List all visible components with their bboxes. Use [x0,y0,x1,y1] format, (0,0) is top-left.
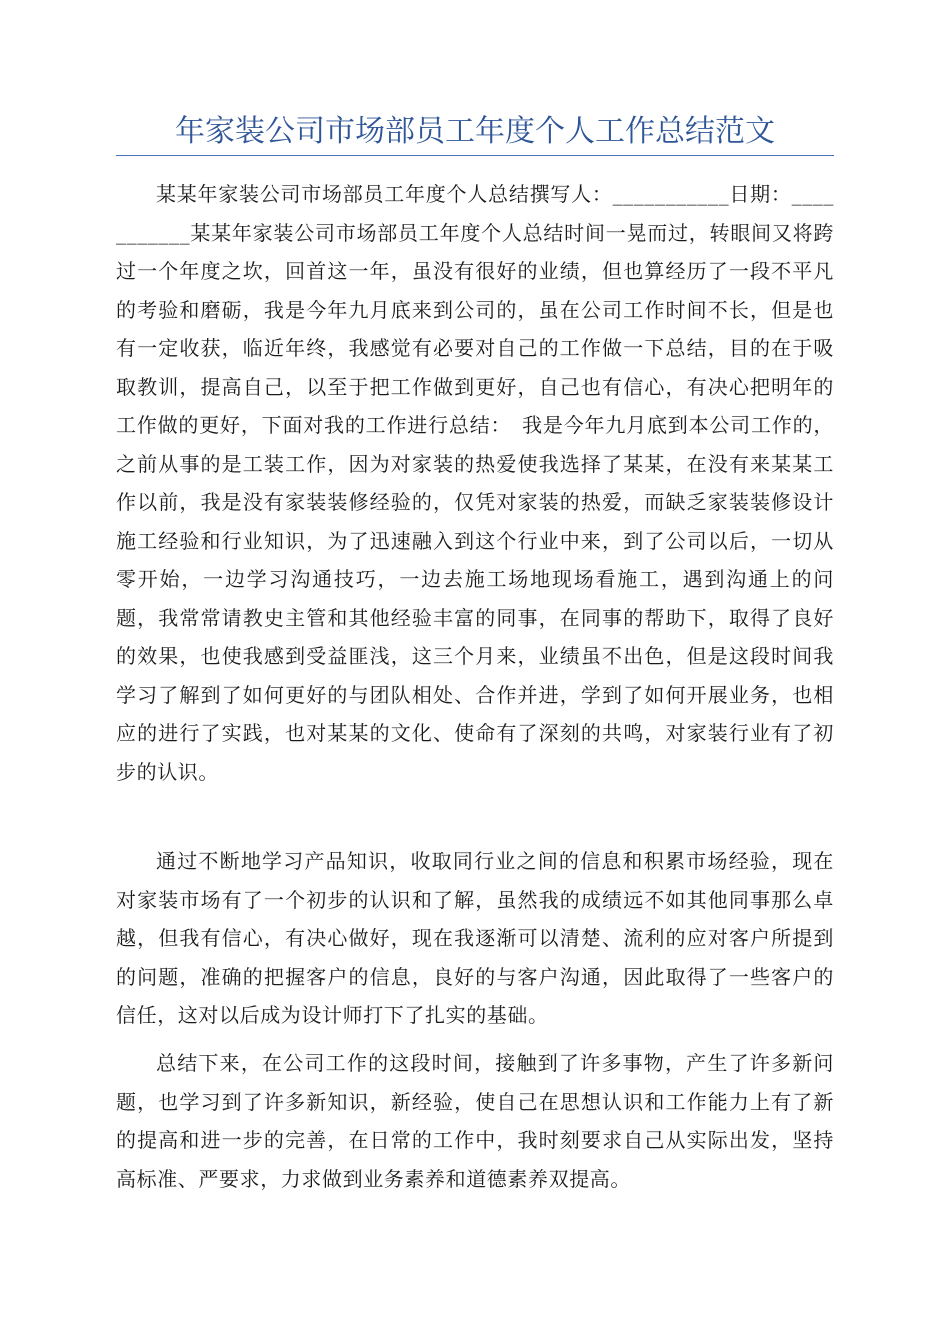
document-title: 年家装公司市场部员工年度个人工作总结范文 [175,114,775,149]
paragraph-3: 总结下来，在公司工作的这段时间，接触到了许多事物，产生了许多新问题，也学习到了许多新知识，新经验，使自己在思想认识和工作能力上有了新的提高和进一步的完善，在日常的工作中，我时刻要求自己从实际出发，坚持高标准、严要求，力求做到业务素养和道德素养双提高。 [116,1051,834,1191]
title-underline [116,155,834,156]
paragraph-1: 某某年家装公司市场部员工年度个人总结撰写人：___________日期：___________某某年家装公司市场部员工年度个人总结时间一晃而过，转眼间又将跨过一个年度之坎，回首这一年，虽没有很好的业绩，但也算经历了一段不平凡的考验和磨砺，我是今年九月底来到公司的，虽在公司工作时间不长，但是也有一定收获，临近年终，我感觉有必要对自己的工作做一下总结，目的在于吸取教训，提高自己，以至于把工作做到更好，自己也有信心，有决心把明年的工作做的更好，下面对我的工作进行总结： 我是今年九月底到本公司工作的，之前从事的是工装工作，因为对家装的热爱使我选择了某某，在没有来某某工作以前，我是没有家装装修经验的，仅凭对家装的热爱，而缺乏家装装修设计施工经验和行业知识，为了迅速融入到这个行业中来，到了公司以后，一切从零开始，一边学习沟通技巧，一边去施工场地现场看施工，遇到沟通上的问题，我常常请教史主管和其他经验丰富的同事，在同事的帮助下，取得了良好的效果，也使我感到受益匪浅，这三个月来，业绩虽不出色，但是这段时间我学习了解到了如何更好的与团队相处、合作并进，学到了如何开展业务，也相应的进行了实践，也对某某的文化、使命有了深刻的共鸣，对家装行业有了初步的认识。 [116,182,834,784]
paragraph-2: 通过不断地学习产品知识，收取同行业之间的信息和积累市场经验，现在对家装市场有了一个初步的认识和了解，虽然我的成绩远不如其他同事那么卓越，但我有信心，有决心做好，现在我逐渐可以清楚、流利的应对客户所提到的问题，准确的把握客户的信息，良好的与客户沟通，因此取得了一些客户的信任，这对以后成为设计师打下了扎实的基础。 [116,849,834,1027]
